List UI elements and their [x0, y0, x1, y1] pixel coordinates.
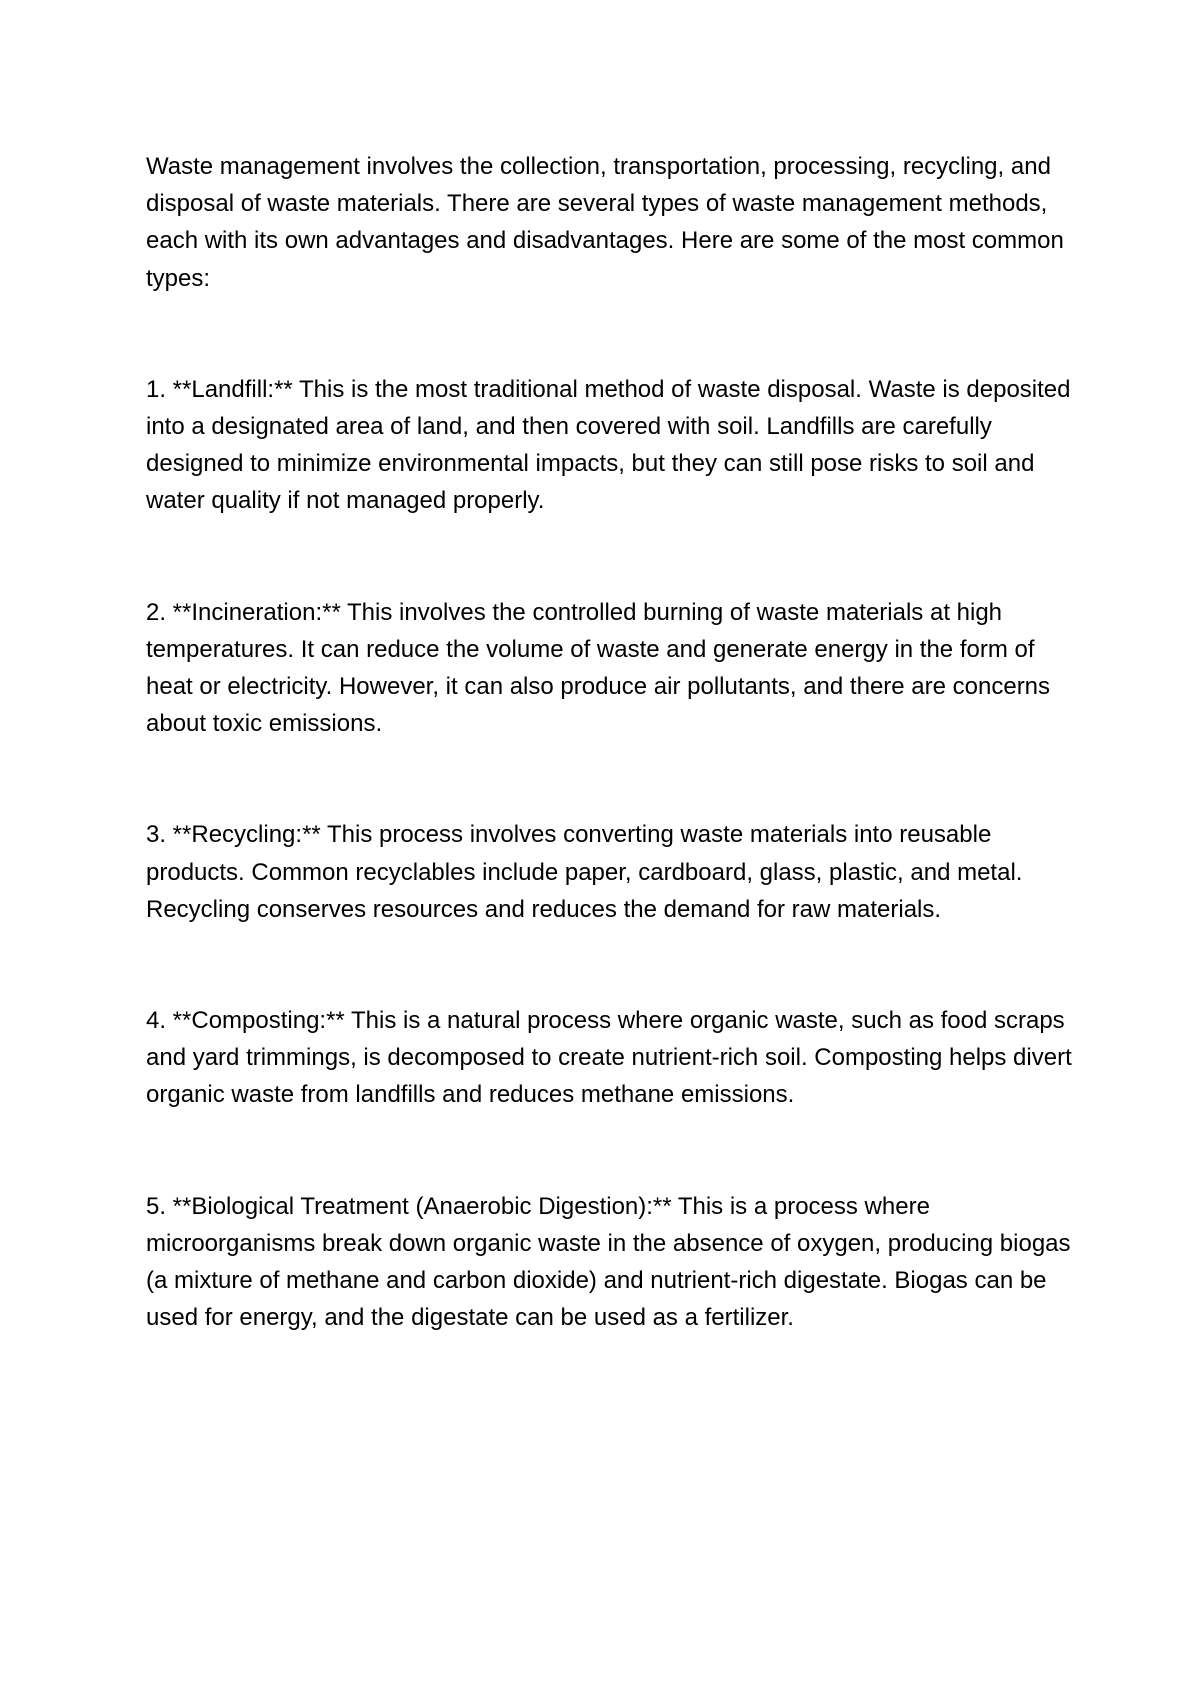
document-body: [146, 148, 1076, 1336]
list-item-recycling: 3. **Recycling:** This process involves converting waste materials into reusable products. Common recyclables include paper, cardboard, glass, plastic, and metal. Recycling conserves resources and reduces the demand for raw materials.: [146, 821, 1023, 923]
list-item-landfill: 1. **Landfill:** This is the most traditional method of waste disposal. Waste is deposited into a designated area of land, and then covered with soil. Landfills are carefully designed to minimize environmental impacts, but they can still pose risks to soil and water quality if not managed properly.: [146, 375, 1071, 515]
list-item-composting: 4. **Composting:** This is a natural process where organic waste, such as food scraps and yard trimmings, is decomposed to create nutrient-rich soil. Composting helps divert organic waste from landfills and reduces methane emissions.: [146, 1007, 1072, 1109]
intro-paragraph: Waste management involves the collection, transportation, processing, recycling, and disposal of waste materials. There are several types of waste management methods, each with its own advantages and disadvantages. Here are some of the most common types:: [146, 153, 1064, 292]
list-item-biological-treatment: 5. **Biological Treatment (Anaerobic Digestion):** This is a process where microorganisms break down organic waste in the absence of oxygen, producing biogas (a mixture of methane and carbon dioxide) and nutrient-rich digestate. Biogas can be used for energy, and the digestate can be used as a fertilizer.: [146, 1192, 1071, 1332]
list-item-incineration: 2. **Incineration:** This involves the controlled burning of waste materials at high temperatures. It can reduce the volume of waste and generate energy in the form of heat or electricity. However, it can also produce air pollutants, and there are concerns about toxic emissions.: [146, 598, 1051, 738]
